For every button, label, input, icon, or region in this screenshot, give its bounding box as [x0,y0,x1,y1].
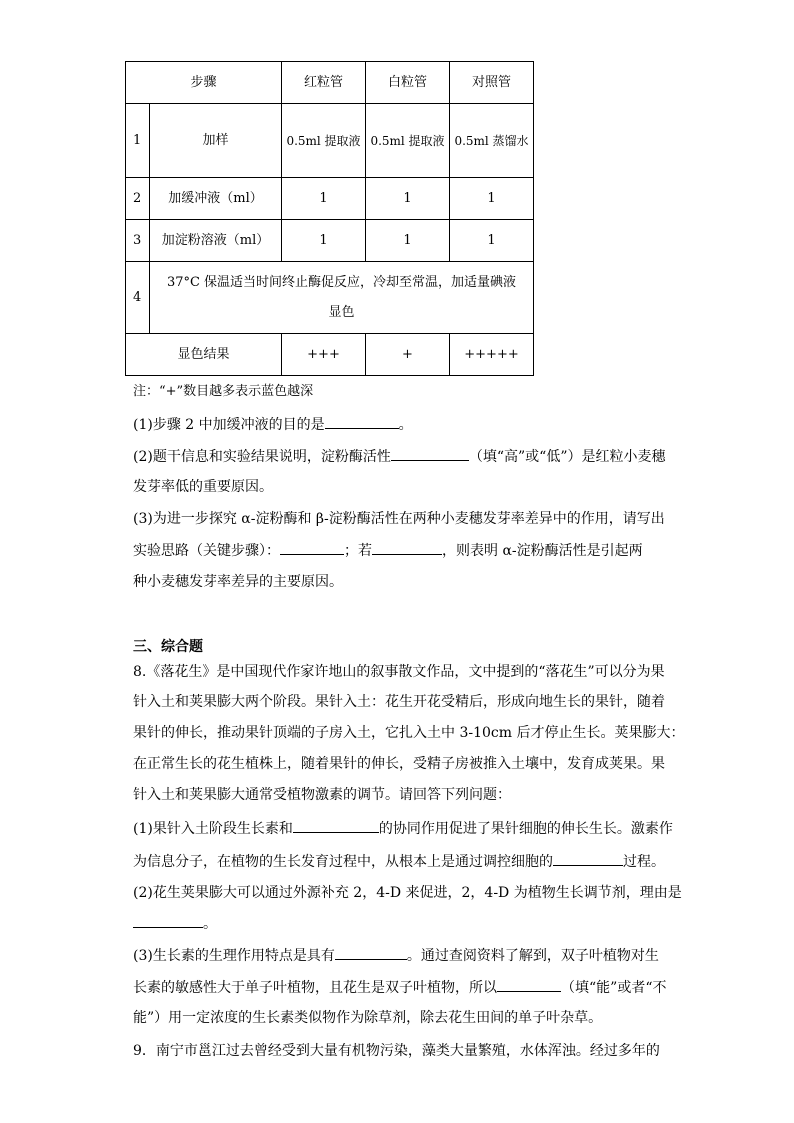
answer-blank[interactable] [133,913,203,928]
row-control: 1 [450,178,534,220]
row4-text: 37°C 保温适当时间终止酶促反应，冷却至常温，加适量碘液显色 [150,262,534,334]
q7-sub2: (2)题干信息和实验结果说明，淀粉酶活性 （填“高”或“低”）是红粒小麦穗 [133,446,665,467]
answer-blank[interactable] [372,540,442,555]
answer-blank[interactable] [553,851,623,866]
answer-blank[interactable] [335,945,407,960]
row-white: 0.5ml 提取液 [366,104,450,178]
experiment-table [125,61,534,376]
row-step: 加缓冲液（ml） [150,178,282,220]
q7-sub3-line3: 种小麦穗发芽率差异的主要原因。 [133,574,343,590]
table-row [126,220,534,262]
q7-sub3-line2: 实验思路（关键步骤）： ；若 ，则表明 α-淀粉酶活性是引起两 [133,540,643,561]
header-white: 白粒管 [366,62,450,104]
table-result-row [126,334,534,376]
header-red: 红粒管 [282,62,366,104]
row-number: 4 [126,262,150,334]
q8-line4: 在正常生长的花生植株上，随着果针的伸长，受精子房被推入土壤中，发育成荚果。果 [133,756,665,772]
header-step: 步骤 [126,62,282,104]
q8-sub2-cont: 。 [133,913,217,934]
q8-sub2: (2)花生荚果膨大可以通过外源补充 2，4-D 来促进，2，4-D 为植物生长调节剂，理由是 [133,885,682,901]
table-note: 注：“+”数目越多表示蓝色越深 [133,384,314,399]
row-white: 1 [366,220,450,262]
table-row [126,104,534,178]
q8-line5: 针入土和荚果膨大通常受植物激素的调节。请回答下列问题： [133,787,511,803]
row-white: 1 [366,178,450,220]
q8-sub3-line3: 能”）用一定浓度的生长素类似物作为除草剂，除去花生田间的单子叶杂草。 [133,1010,603,1026]
q8-line2: 针入土和荚果膨大两个阶段。果针入土：花生开花受精后，形成向地生长的果针，随着 [133,694,665,710]
section-title: 三、综合题 [133,639,203,655]
answer-blank[interactable] [391,446,469,461]
q8-sub1-cont: 为信息分子，在植物的生长发育过程中，从根本上是通过调控细胞的 过程。 [133,851,665,872]
header-control: 对照管 [450,62,534,104]
result-control: +++++ [450,334,534,376]
q8-sub1: (1)果针入土阶段生长素和 的协同作用促进了果针细胞的伸长生长。激素作 [133,818,673,839]
q8-line3: 果针的伸长，推动果针顶端的子房入土，它扎入土中 3-10cm 后才停止生长。荚果膨大： [133,725,685,741]
table-header-row [126,62,534,104]
row-number: 1 [126,104,150,178]
q7-sub2-cont: 发芽率低的重要原因。 [133,479,273,495]
q8-line1: 8.《落花生》是中国现代作家许地山的叙事散文作品，文中提到的“落花生”可以分为果 [133,664,665,680]
q9-line1: 9．南宁市邕江过去曾经受到大量有机物污染，藻类大量繁殖，水体浑浊。经过多年的 [133,1043,660,1059]
row-number: 2 [126,178,150,220]
row-red: 1 [282,178,366,220]
q7-sub1: (1)步骤 2 中加缓冲液的目的是 。 [133,414,413,435]
table-row [126,262,534,334]
row-control: 1 [450,220,534,262]
q7-sub3: (3)为进一步探究 α-淀粉酶和 β-淀粉酶活性在两种小麦穗发芽率差异中的作用，请写出 [133,511,665,527]
row-step: 加淀粉溶液（ml） [150,220,282,262]
answer-blank[interactable] [497,977,561,992]
row-step: 加样 [150,104,282,178]
table-row [126,178,534,220]
row-red: 0.5ml 提取液 [282,104,366,178]
result-red: +++ [282,334,366,376]
answer-blank[interactable] [325,414,399,429]
row-control: 0.5ml 蒸馏水 [450,104,534,178]
row-red: 1 [282,220,366,262]
q8-sub3-line2: 长素的敏感性大于单子叶植物，且花生是双子叶植物，所以 （填“能”或者“不 [133,977,666,998]
result-white: + [366,334,450,376]
row-number: 3 [126,220,150,262]
result-label: 显色结果 [126,334,282,376]
q8-sub3: (3)生长素的生理作用特点是具有 。通过查阅资料了解到，双子叶植物对生 [133,945,659,966]
answer-blank[interactable] [280,540,344,555]
answer-blank[interactable] [293,818,379,833]
